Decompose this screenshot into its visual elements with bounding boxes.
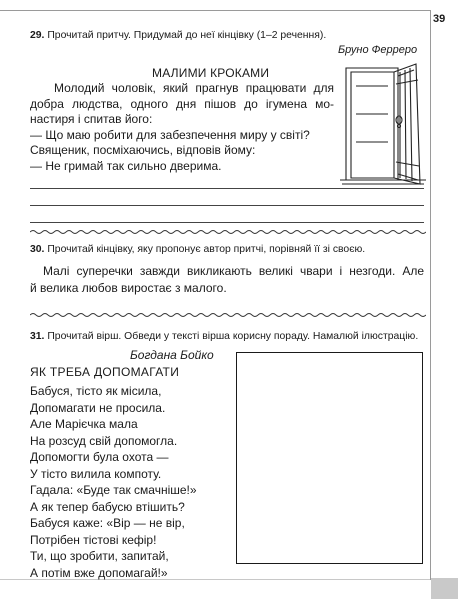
poem-line: Ти, що зробити, запитай,: [30, 549, 169, 563]
page-number: 39: [433, 13, 446, 25]
poem-line: На розсуд свій допомогла.: [30, 433, 178, 448]
page-frame-top: [0, 10, 430, 11]
exercise-30-instruction: Прочитай кінцівку, яку пропонує автор притчі, порівняй її зі своєю.: [47, 244, 366, 255]
exercise-29-heading: [30, 30, 326, 41]
poem-line: Бабуся, тісто як місила,: [30, 384, 162, 398]
wavy-divider: [30, 312, 426, 318]
exercise-30-number: 30.: [30, 244, 45, 255]
poem-line: Бабуся каже: «Вір — не вір,: [30, 516, 185, 530]
page-corner-tab: [431, 578, 458, 599]
ending-line: Малі суперечки завжди викликають великі чвари і незгоди. Але: [43, 264, 424, 278]
parable-line: Молодий чоловік, який прагнув працювати для: [54, 81, 334, 95]
poem-line: Допомогти була охота —: [30, 450, 169, 464]
parable-line: — Не гримай так сильно дверима.: [30, 158, 222, 173]
answer-line: [30, 205, 424, 206]
poem-text: [30, 383, 197, 581]
exercise-29-author: Бруно Ферреро: [338, 44, 418, 56]
parable-line: Священик, посміхаючись, відповів йому:: [30, 143, 256, 158]
parable-line: — Що маю робити для забезпечення миру у світі?: [30, 127, 310, 142]
illustration-drawing-box[interactable]: [236, 352, 423, 564]
answer-line: [30, 222, 424, 223]
exercise-31-heading: [30, 331, 418, 342]
poem-line: Потрібен тістові кефір!: [30, 532, 157, 547]
exercise-29-instruction: Прочитай притчу. Придумай до неї кінцівку (1–2 речення).: [47, 30, 327, 41]
poem-line: У тісто вилила компоту.: [30, 466, 162, 481]
poem-line: А як тепер бабусю втішить?: [30, 499, 185, 514]
poem-line: А потім вже допомагай!»: [30, 565, 168, 580]
parable-title: МАЛИМИ КРОКАМИ: [152, 66, 270, 80]
exercise-31-instruction: Прочитай вірш. Обведи у тексті вірша корисну пораду. Намалюй ілюстрацію.: [47, 331, 419, 342]
exercise-29-number: 29.: [30, 30, 45, 41]
parable-line: настиря і спитав його:: [30, 112, 153, 127]
ending-line: й велика любов виростає з малого.: [30, 281, 227, 295]
answer-line: [30, 188, 424, 189]
door-illustration: [338, 62, 426, 186]
wavy-divider: [30, 229, 426, 235]
exercise-31-number: 31.: [30, 331, 45, 342]
poem-line: Допомагати не просила.: [30, 400, 166, 415]
poem-author: Богдана Бойко: [130, 348, 214, 362]
poem-title: ЯК ТРЕБА ДОПОМАГАТИ: [30, 365, 180, 379]
ending-text: [30, 263, 424, 297]
exercise-30-heading: [30, 244, 365, 255]
poem-line: Гадала: «Буде так смачніше!»: [30, 483, 197, 497]
parable-line: добра людства, одного дня пішов до ігумена мо-: [30, 96, 334, 111]
parable-text: [30, 81, 334, 175]
poem-line: Але Марієчка мала: [30, 417, 138, 431]
page-frame-right: [430, 10, 431, 580]
